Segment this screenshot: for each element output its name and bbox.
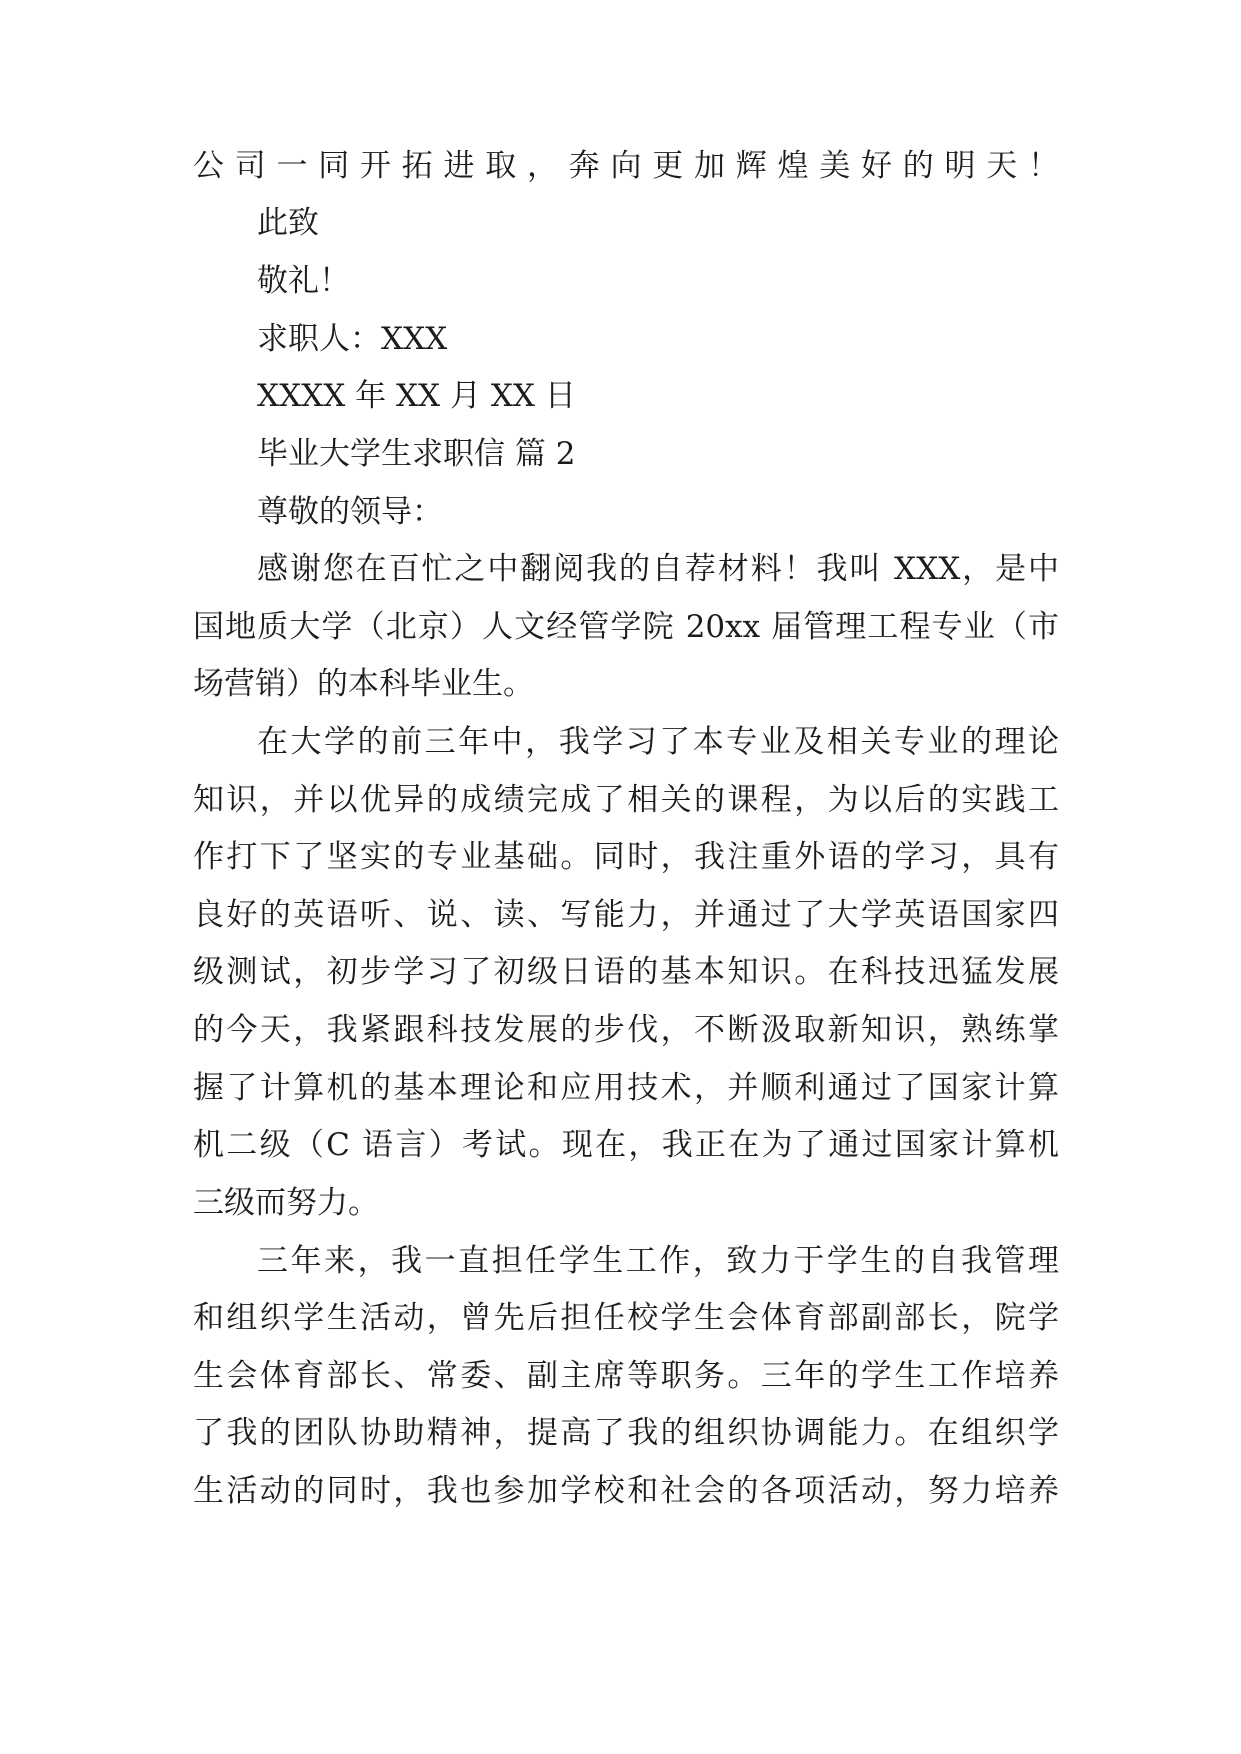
letter-salute: 敬礼！ [257, 263, 350, 299]
text-line: 和组织学生活动，曾先后担任校学生会体育部副部长，院学 [193, 1300, 1059, 1336]
applicant-name: 求职人：XXX [257, 321, 448, 357]
text-line: 生会体育部长、常委、副主席等职务。三年的学生工作培养 [193, 1358, 1059, 1394]
text-line: 知识，并以优异的成绩完成了相关的课程，为以后的实践工 [193, 782, 1059, 818]
text-line: 握了计算机的基本理论和应用技术，并顺利通过了国家计算 [193, 1070, 1059, 1106]
text-line: 在大学的前三年中，我学习了本专业及相关专业的理论 [257, 724, 1059, 760]
text-line: 三级而努力。 [193, 1185, 379, 1221]
text-line: 国地质大学（北京）人文经管学院 20xx 届管理工程专业（市 [193, 609, 1059, 645]
text-line: 级测试，初步学习了初级日语的基本知识。在科技迅猛发展 [193, 954, 1059, 990]
text-line: 良好的英语听、说、读、写能力，并通过了大学英语国家四 [193, 897, 1059, 933]
letter-closing: 此致 [257, 205, 319, 241]
text-line: 感谢您在百忙之中翻阅我的自荐材料！我叫 XXX，是中 [257, 551, 1059, 587]
section-heading: 毕业大学生求职信 篇 2 [257, 436, 576, 472]
text-line: 的今天，我紧跟科技发展的步伐，不断汲取新知识，熟练掌 [193, 1012, 1059, 1048]
text-line: 生活动的同时，我也参加学校和社会的各项活动，努力培养 [193, 1473, 1059, 1509]
text-line: 场营销）的本科毕业生。 [193, 666, 534, 702]
text-line: 机二级（C 语言）考试。现在，我正在为了通过国家计算机 [193, 1127, 1059, 1163]
text-line: 三年来，我一直担任学生工作，致力于学生的自我管理 [257, 1243, 1059, 1279]
text-line: 公司一同开拓进取，奔向更加辉煌美好的明天！ [193, 148, 1059, 184]
letter-date: XXXX 年 XX 月 XX 日 [257, 378, 576, 414]
letter-greeting: 尊敬的领导： [257, 494, 443, 530]
text-line: 作打下了坚实的专业基础。同时，我注重外语的学习，具有 [193, 839, 1059, 875]
text-line: 了我的团队协助精神，提高了我的组织协调能力。在组织学 [193, 1415, 1059, 1451]
